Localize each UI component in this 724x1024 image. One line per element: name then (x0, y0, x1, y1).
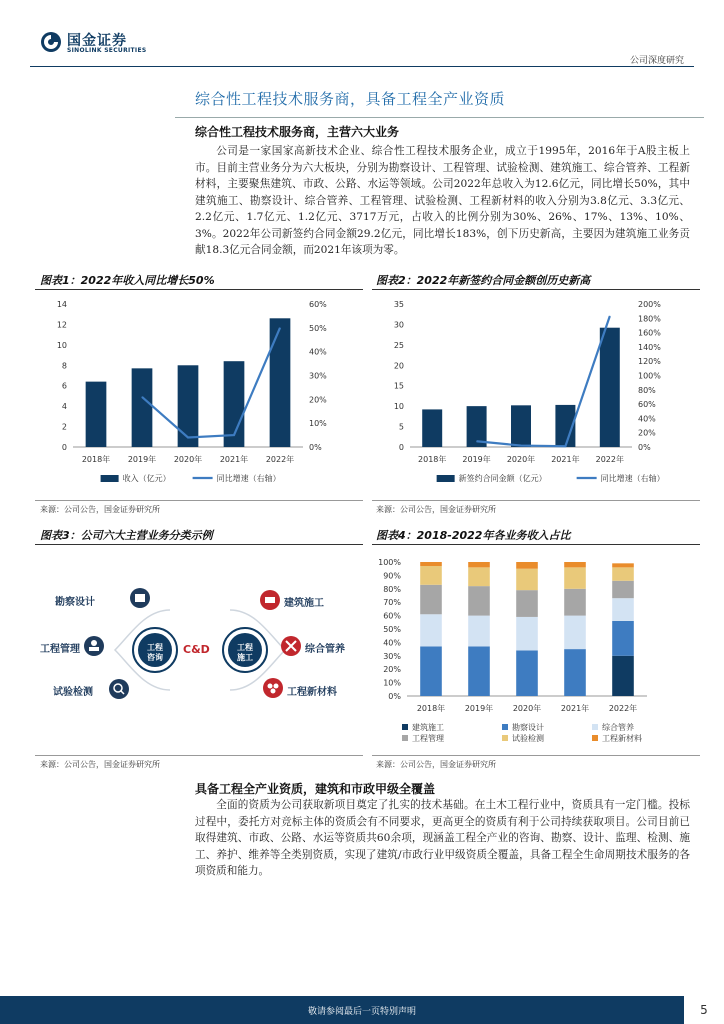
bar (270, 318, 291, 447)
chart-new-contracts (372, 292, 702, 492)
x-tick-label: 2022年 (595, 455, 624, 464)
consulting-label-line2: 咨询 (147, 653, 163, 662)
construction-label-line1: 工程 (237, 643, 253, 652)
stacked-segment (516, 590, 538, 617)
legend-label: 工程新材料 (602, 734, 642, 743)
figure4-source-rule (372, 755, 700, 756)
y-tick-label: 6 (61, 381, 67, 391)
bar (600, 328, 620, 447)
consulting-label (145, 643, 165, 663)
y2-tick-label: 10% (309, 419, 327, 429)
figure3-title: 图表3：公司六大主营业务分类示例 (40, 529, 213, 542)
stacked-segment (468, 586, 490, 615)
figure3-source: 来源：公司公告，国金证券研究所 (40, 760, 160, 769)
y-tick-label: 20% (383, 665, 401, 675)
brand-name: 国金证券 (67, 33, 127, 49)
growth-line (142, 328, 280, 438)
bar (86, 382, 107, 447)
figure2-title-rule (372, 289, 700, 290)
figure1-title: 图表1：2022年收入同比增长50% (40, 274, 215, 287)
legend-swatch (502, 735, 508, 741)
y-tick-label: 15 (393, 381, 404, 391)
y2-tick-label: 60% (309, 300, 327, 309)
brand-name-en: SINOLINK SECURITIES (67, 47, 147, 54)
y-tick-label: 30 (393, 320, 404, 330)
segment-construction: 建筑施工 (284, 598, 324, 609)
y-tick-label: 8 (61, 361, 67, 371)
y-tick-label: 90% (383, 571, 401, 581)
segment-project-management: 工程管理 (40, 644, 80, 655)
section-title-divider (175, 117, 704, 118)
bar (178, 365, 199, 447)
page-number: 5 (684, 996, 724, 1024)
y2-tick-label: 120% (638, 357, 661, 367)
growth-point (142, 396, 143, 397)
figure3-title-rule (35, 544, 363, 545)
y-tick-label: 40% (383, 638, 401, 648)
figure4-title-rule (372, 544, 700, 545)
legend-line-label: 同比增速（右轴） (600, 474, 665, 483)
y-tick-label: 4 (61, 402, 67, 412)
construction-label-line2: 施工 (237, 653, 253, 662)
stacked-segment (516, 562, 538, 569)
stacked-segment (468, 646, 490, 696)
y-tick-label: 14 (56, 300, 67, 309)
stacked-segment (468, 616, 490, 647)
legend-swatch (402, 735, 408, 741)
brand-logo (40, 30, 190, 56)
project-management-icon (84, 636, 104, 656)
subheading-qualifications: 具备工程全产业资质，建筑和市政甲级全覆盖 (195, 782, 436, 796)
y2-tick-label: 0% (638, 443, 651, 452)
stacked-segment (564, 649, 586, 696)
stacked-segment (516, 617, 538, 651)
cd-logo: C&D (183, 643, 210, 656)
new-materials-icon (263, 678, 283, 698)
y2-tick-label: 180% (638, 314, 661, 324)
stacked-segment (564, 562, 586, 567)
section-title: 综合性工程技术服务商，具备工程全产业资质 (195, 90, 506, 108)
stacked-segment (612, 581, 634, 598)
y2-tick-label: 0% (309, 443, 322, 452)
y-tick-label: 35 (393, 300, 404, 309)
x-tick-label: 2022年 (608, 704, 638, 713)
legend-line-label: 同比增速（右轴） (216, 474, 281, 483)
y-tick-label: 10 (393, 402, 404, 412)
stacked-segment (468, 562, 490, 567)
legend-label: 勘察设计 (512, 723, 544, 732)
stacked-segment (468, 567, 490, 586)
stacked-segment (612, 563, 634, 567)
growth-point (609, 316, 610, 317)
chart-revenue-mix (372, 550, 702, 755)
survey-design-icon (130, 588, 150, 608)
stacked-segment (612, 598, 634, 621)
subheading-main-business: 综合性工程技术服务商，主营六大业务 (195, 125, 400, 139)
figure4-title: 图表4：2018-2022年各业务收入占比 (376, 529, 571, 542)
legend-swatch (592, 735, 598, 741)
y2-tick-label: 40% (309, 347, 327, 357)
y-tick-label: 30% (383, 651, 401, 661)
y2-tick-label: 20% (309, 395, 327, 405)
y2-tick-label: 200% (638, 300, 661, 309)
figure2-source-rule (372, 500, 700, 501)
stacked-segment (516, 650, 538, 696)
legend-bar-swatch (101, 475, 119, 482)
legend-bar-label: 收入（亿元） (122, 474, 171, 483)
y2-tick-label: 140% (638, 342, 661, 352)
y2-tick-label: 20% (638, 428, 656, 438)
segment-survey-design: 勘察设计 (55, 597, 95, 608)
construction-icon (260, 590, 280, 610)
bar (422, 409, 442, 447)
figure3-source-rule (35, 755, 363, 756)
growth-point (188, 437, 189, 438)
business-segments-diagram (35, 550, 365, 755)
x-tick-label: 2018年 (418, 455, 447, 464)
stacked-segment (564, 616, 586, 650)
y2-tick-label: 100% (638, 371, 661, 381)
stacked-segment (564, 589, 586, 616)
x-tick-label: 2021年 (551, 455, 580, 464)
y-tick-label: 50% (383, 625, 401, 634)
testing-icon (109, 679, 129, 699)
paragraph-qualifications: 全面的资质为公司获取新项目奠定了扎实的技术基础。在土木工程行业中，资质具有一定门槛。投标过程中，委托方对竞标主体的资质会有不同要求，更高更全的资质有利于公司持续获取项目。公司目前已取得建筑、市政、公路、水运等资质共60余项，现涵盖工程全产业的咨询、勘察、设计、监理、检测、施工、养护、维养等全类别资质，实现了建筑/市政行业甲级资质全覆盖，具备工程全生命周期技术服务的各项资质和能力。 (195, 799, 690, 877)
y-tick-label: 12 (56, 320, 67, 330)
growth-point (476, 441, 477, 442)
y2-tick-label: 30% (309, 371, 327, 381)
chart-revenue (35, 292, 365, 492)
legend-label: 建筑施工 (412, 723, 444, 732)
footer-bar (0, 996, 724, 1024)
y-tick-label: 5 (398, 422, 404, 432)
segment-maintenance: 综合管养 (305, 644, 345, 655)
stacked-segment (420, 562, 442, 566)
y2-tick-label: 40% (638, 414, 656, 424)
y-tick-label: 100% (378, 558, 401, 567)
x-tick-label: 2020年 (173, 455, 203, 464)
growth-point (521, 445, 522, 446)
stacked-segment (420, 646, 442, 696)
growth-line (477, 316, 610, 446)
bar (132, 368, 153, 447)
y-tick-label: 0% (388, 692, 401, 701)
header-divider (30, 66, 694, 67)
report-type: 公司深度研究 (629, 56, 684, 66)
y-tick-label: 20 (393, 361, 404, 371)
legend-swatch (592, 724, 598, 730)
y-tick-label: 10% (383, 678, 401, 688)
stacked-segment (612, 656, 634, 696)
figure1-title-rule (35, 289, 363, 290)
x-tick-label: 2022年 (265, 455, 295, 464)
x-tick-label: 2018年 (81, 455, 111, 464)
legend-bar-swatch (437, 475, 455, 482)
stacked-segment (420, 614, 442, 646)
y2-tick-label: 60% (638, 400, 656, 410)
y-tick-label: 0 (398, 443, 404, 452)
segment-new-materials: 工程新材料 (287, 687, 337, 698)
legend-bar-label: 新签约合同金额（亿元） (458, 474, 547, 483)
y-tick-label: 10 (56, 340, 67, 350)
consulting-label-line1: 工程 (147, 643, 163, 652)
y-tick-label: 0 (61, 443, 67, 452)
x-tick-label: 2018年 (416, 704, 446, 713)
y2-tick-label: 160% (638, 328, 661, 338)
maintenance-icon (281, 636, 301, 656)
legend-swatch (402, 724, 408, 730)
x-tick-label: 2020年 (512, 704, 542, 713)
figure2-source: 来源：公司公告，国金证券研究所 (376, 505, 496, 514)
figure1-source-rule (35, 500, 363, 501)
legend-label: 工程管理 (412, 734, 444, 743)
y-tick-label: 70% (383, 598, 401, 608)
segment-testing: 试验检测 (53, 687, 93, 698)
stacked-segment (612, 567, 634, 580)
y2-tick-label: 50% (309, 323, 327, 333)
x-tick-label: 2019年 (464, 704, 494, 713)
y-tick-label: 80% (383, 584, 401, 594)
y-tick-label: 25 (393, 340, 404, 350)
stacked-segment (612, 621, 634, 656)
y-tick-label: 60% (383, 611, 401, 621)
figure1-source: 来源：公司公告，国金证券研究所 (40, 505, 160, 514)
y2-tick-label: 80% (638, 385, 656, 395)
construction-label (235, 643, 255, 663)
x-tick-label: 2021年 (560, 704, 590, 713)
legend-label: 试验检测 (512, 734, 544, 743)
legend-swatch (502, 724, 508, 730)
stacked-segment (516, 569, 538, 590)
stacked-segment (420, 566, 442, 585)
x-tick-label: 2021年 (219, 455, 249, 464)
stacked-segment (420, 585, 442, 614)
growth-point (280, 327, 281, 328)
footer-disclaimer-note: 敬请参阅最后一页特别声明 (307, 1007, 416, 1017)
brand-logo-icon (40, 31, 62, 53)
x-tick-label: 2019年 (127, 455, 157, 464)
y-tick-label: 2 (61, 422, 67, 432)
figure4-source: 来源：公司公告，国金证券研究所 (376, 760, 496, 769)
x-tick-label: 2019年 (462, 455, 491, 464)
legend-label: 综合管养 (602, 723, 634, 732)
x-tick-label: 2020年 (506, 455, 536, 464)
growth-point (234, 435, 235, 436)
stacked-segment (564, 567, 586, 588)
bar (511, 405, 531, 447)
growth-point (565, 446, 566, 447)
figure2-title: 图表2：2022年新签约合同金额创历史新高 (376, 274, 591, 287)
paragraph-company-overview: 公司是一家国家高新技术企业、综合性工程技术服务企业，成立于1995年，2016年于A股主板上市。目前主营业务分为六大板块，分别为勘察设计、工程管理、试验检测、建筑施工、综合管养、工程新材料，主要聚焦建筑、市政、公路、水运等领域。公司2022年总收入为12.6亿元，同比增长50%，其中建筑施工、勘察设计、综合管养、工程管理、试验检测、工程新材料的收入分别为3.8亿元、3.3亿元、2.2亿元、1.7亿元、1.2亿元、3717万元，占收入的比例分别为30%、26%、17%、13%、10%、3%。2022年公司新签约合同金额29.2亿元，同比增长183%，创下历史新高，主要因为建筑施工业务贡献18.3亿元合同金额，而2021年该项为零。 (195, 145, 690, 256)
